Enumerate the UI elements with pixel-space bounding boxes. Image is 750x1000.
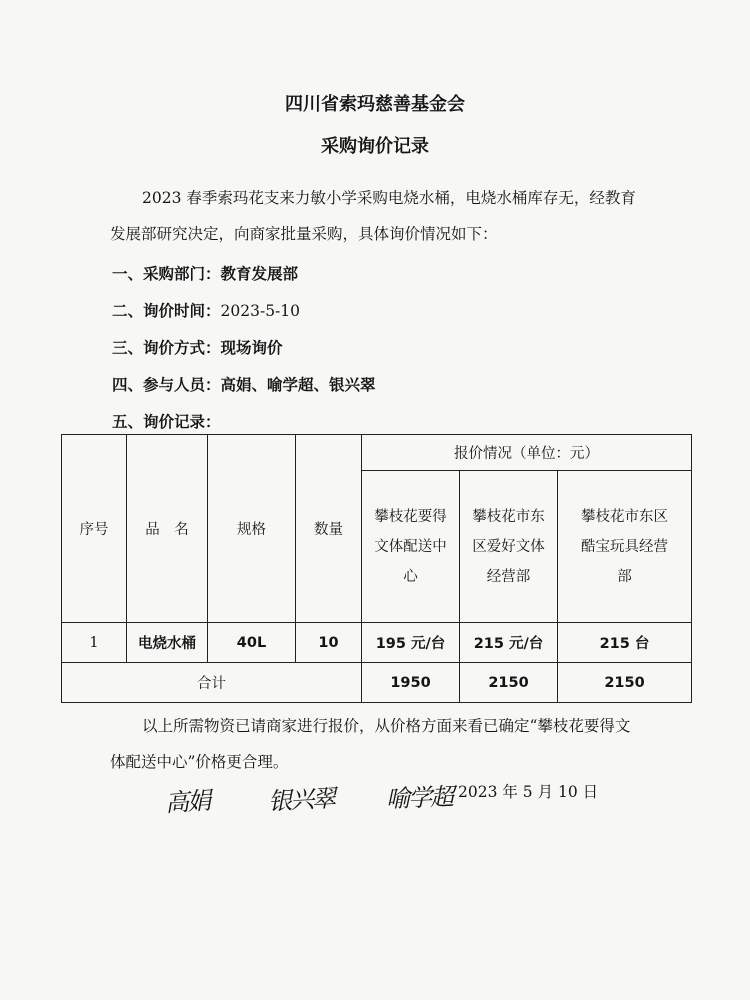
info-item <box>112 299 300 321</box>
signature: 喻学超 <box>385 782 453 814</box>
conclusion-paragraph: 以上所需物资已请商家进行报价，从价格方面来看已确定“攀枝花要得文体配送中心”价格更合理。 <box>110 717 631 771</box>
info-item <box>112 336 283 358</box>
info-value: 2023-5-10 <box>220 302 301 320</box>
sign-date: 2023 年 5 月 10 日 <box>458 783 599 801</box>
col-header-qty: 数量 <box>296 435 362 623</box>
total-value: 1950 <box>362 663 460 703</box>
total-label: 合计 <box>62 663 362 703</box>
info-label: 三、询价方式： <box>112 339 221 357</box>
quote-table <box>61 434 692 703</box>
info-item <box>112 410 221 432</box>
info-label: 五、询价记录： <box>112 413 221 431</box>
quote-header: 报价情况（单位：元） <box>362 435 692 471</box>
info-label: 四、参与人员： <box>112 376 221 394</box>
total-row <box>62 663 692 703</box>
vendor-header: 攀枝花要得文体配送中心 <box>362 471 460 623</box>
table-row <box>62 623 692 663</box>
col-header-name: 品 名 <box>127 435 208 623</box>
cell-price: 195 元/台 <box>362 623 460 663</box>
cell-price: 215 台 <box>558 623 692 663</box>
info-value: 现场询价 <box>220 339 283 357</box>
vendor-header: 攀枝花市东区酷宝玩具经营部 <box>558 471 692 623</box>
doc-title: 采购询价记录 <box>321 136 429 157</box>
cell-price: 215 元/台 <box>460 623 558 663</box>
col-header-spec: 规格 <box>208 435 296 623</box>
info-item <box>112 373 376 395</box>
info-item <box>112 262 298 284</box>
info-value: 教育发展部 <box>220 265 299 283</box>
cell-no: 1 <box>62 623 127 663</box>
cell-qty: 10 <box>296 623 362 663</box>
org-name: 四川省索玛慈善基金会 <box>285 94 465 115</box>
signature: 银兴翠 <box>267 784 335 816</box>
cell-spec: 40L <box>208 623 296 663</box>
info-label: 二、询价时间： <box>112 302 221 320</box>
vendor-header: 攀枝花市东区爱好文体经营部 <box>460 471 558 623</box>
total-value: 2150 <box>558 663 692 703</box>
total-value: 2150 <box>460 663 558 703</box>
signature: 高娟 <box>164 786 211 818</box>
signature-row <box>150 778 650 828</box>
info-label: 一、采购部门： <box>112 265 221 283</box>
intro-paragraph: 2023 春季索玛花支来力敏小学采购电烧水桶，电烧水桶库存无，经教育发展部研究决定，向商家批量采购，具体询价情况如下： <box>110 189 636 243</box>
col-header-no: 序号 <box>62 435 127 623</box>
info-value: 高娟、喻学超、银兴翠 <box>220 376 376 394</box>
cell-name: 电烧水桶 <box>127 623 208 663</box>
